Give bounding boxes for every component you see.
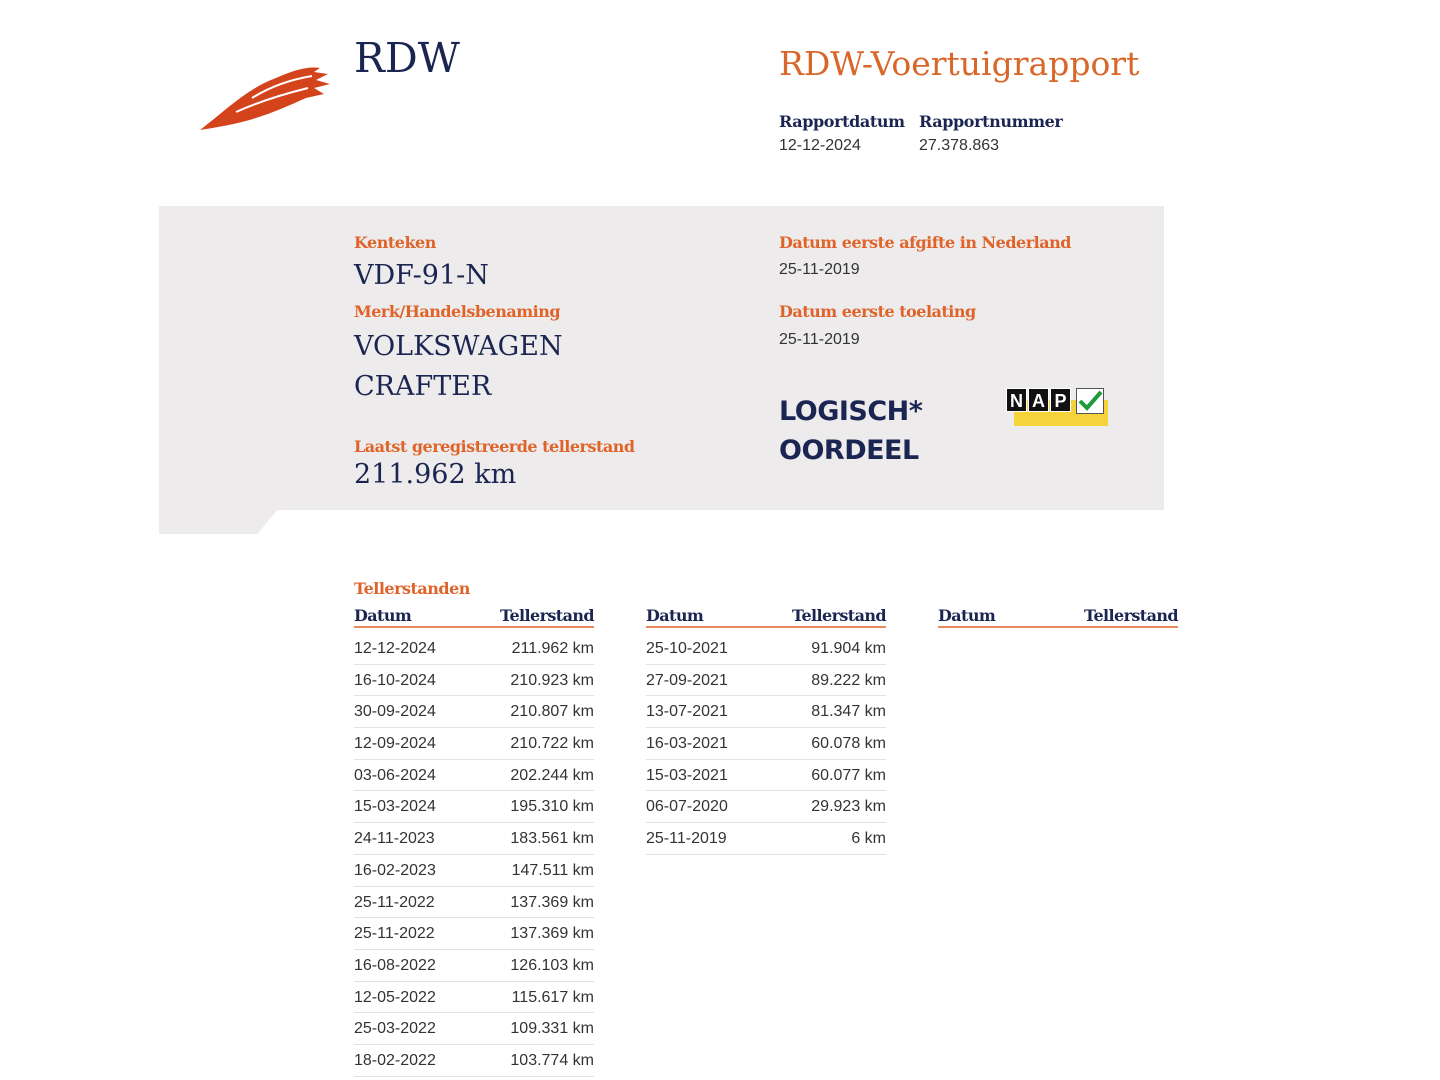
nap-logo bbox=[1004, 386, 1108, 426]
col-date-header: Datum bbox=[938, 606, 996, 625]
verdict-line-1: LOGISCH* bbox=[779, 396, 923, 427]
reading-km: 211.962 km bbox=[511, 640, 594, 657]
reading-km: 202.244 km bbox=[510, 766, 594, 784]
table-row bbox=[354, 666, 594, 697]
reading-km: 137.369 km bbox=[510, 925, 594, 943]
table-row bbox=[646, 761, 886, 792]
table-row bbox=[354, 792, 594, 823]
col-date-header: Datum bbox=[646, 606, 704, 625]
report-number-block bbox=[919, 112, 1062, 155]
table-row bbox=[354, 697, 594, 728]
report-date-block bbox=[779, 112, 905, 155]
reading-km: 210.923 km bbox=[510, 671, 594, 689]
reading-date: 25-10-2021 bbox=[646, 640, 728, 657]
reading-km: 210.807 km bbox=[510, 703, 594, 721]
report-number-value: 27.378.863 bbox=[919, 137, 1000, 154]
table-row bbox=[646, 666, 886, 697]
rdw-wing-logo bbox=[196, 58, 336, 134]
readings-table-3 bbox=[938, 606, 1178, 628]
table-row bbox=[354, 1046, 594, 1077]
reading-date: 25-03-2022 bbox=[354, 1020, 436, 1038]
report-date-value: 12-12-2024 bbox=[779, 137, 861, 154]
readings-table-2 bbox=[646, 606, 886, 855]
reading-km: 183.561 km bbox=[510, 830, 594, 848]
reading-date: 25-11-2022 bbox=[354, 893, 435, 911]
col-value-header: Tellerstand bbox=[499, 606, 594, 625]
reading-date: 25-11-2019 bbox=[646, 830, 727, 848]
plate-label: Kenteken bbox=[354, 233, 436, 252]
report-date-label: Rapportdatum bbox=[779, 112, 905, 131]
nap-letter-n: N bbox=[1006, 388, 1027, 412]
report-number-label: Rapportnummer bbox=[919, 112, 1063, 131]
readings-table-1 bbox=[354, 606, 594, 1077]
reading-date: 16-02-2023 bbox=[354, 861, 436, 879]
reading-km: 81.347 km bbox=[811, 703, 886, 721]
summary-panel-tab bbox=[159, 508, 279, 534]
reading-date: 03-06-2024 bbox=[354, 766, 436, 784]
table-row bbox=[354, 856, 594, 887]
reading-date: 25-11-2022 bbox=[354, 925, 435, 943]
nap-letter-p: P bbox=[1050, 388, 1071, 412]
readings-table-header bbox=[938, 606, 1178, 628]
readings-table-header bbox=[354, 606, 594, 628]
table-row bbox=[354, 1014, 594, 1045]
reading-km: 103.774 km bbox=[510, 1051, 594, 1069]
report-title: RDW-Voertuigrapport bbox=[779, 44, 1140, 83]
plate-value: VDF-91-N bbox=[354, 260, 489, 291]
reading-km: 210.722 km bbox=[510, 735, 594, 753]
make-label: Merk/Handelsbenaming bbox=[354, 302, 561, 321]
nap-verdict bbox=[779, 392, 922, 470]
reading-km: 115.617 km bbox=[511, 988, 594, 1006]
odometer-label: Laatst geregistreerde tellerstand bbox=[354, 437, 635, 456]
table-row bbox=[354, 634, 594, 665]
reading-date: 16-08-2022 bbox=[354, 956, 436, 974]
table-row bbox=[646, 824, 886, 855]
table-row bbox=[646, 729, 886, 760]
reading-date: 15-03-2021 bbox=[646, 766, 728, 784]
table-row bbox=[354, 761, 594, 792]
col-value-header: Tellerstand bbox=[1083, 606, 1178, 625]
reading-date: 12-09-2024 bbox=[354, 735, 436, 753]
reading-km: 60.077 km bbox=[811, 766, 886, 784]
reading-km: 91.904 km bbox=[811, 640, 886, 657]
reading-date: 27-09-2021 bbox=[646, 671, 728, 689]
reading-km: 126.103 km bbox=[510, 956, 594, 974]
reading-date: 24-11-2023 bbox=[354, 830, 435, 848]
table-row bbox=[354, 729, 594, 760]
reading-date: 18-02-2022 bbox=[354, 1051, 436, 1069]
model-value: CRAFTER bbox=[354, 371, 492, 402]
make-value: VOLKSWAGEN bbox=[354, 331, 563, 362]
nap-check-icon bbox=[1076, 388, 1104, 414]
table-row bbox=[646, 792, 886, 823]
reading-date: 13-07-2021 bbox=[646, 703, 728, 721]
col-date-header: Datum bbox=[354, 606, 412, 625]
reading-km: 137.369 km bbox=[510, 893, 594, 911]
first-issue-nl-value: 25-11-2019 bbox=[779, 261, 860, 278]
table-row bbox=[646, 697, 886, 728]
odometer-value: 211.962 km bbox=[354, 459, 517, 490]
verdict-line-2: OORDEEL bbox=[779, 435, 919, 466]
col-value-header: Tellerstand bbox=[791, 606, 886, 625]
reading-km: 195.310 km bbox=[510, 798, 594, 816]
first-admission-label: Datum eerste toelating bbox=[779, 302, 976, 321]
table-row bbox=[354, 919, 594, 950]
reading-date: 16-03-2021 bbox=[646, 735, 728, 753]
reading-km: 89.222 km bbox=[811, 671, 886, 689]
first-admission-value: 25-11-2019 bbox=[779, 331, 860, 348]
reading-km: 29.923 km bbox=[811, 798, 886, 816]
reading-date: 06-07-2020 bbox=[646, 798, 728, 816]
reading-date: 12-12-2024 bbox=[354, 640, 436, 657]
readings-title: Tellerstanden bbox=[354, 579, 470, 598]
reading-km: 6 km bbox=[851, 830, 886, 848]
reading-date: 12-05-2022 bbox=[354, 988, 436, 1006]
nap-letter-a: A bbox=[1028, 388, 1049, 412]
reading-km: 109.331 km bbox=[510, 1020, 594, 1038]
readings-table-header bbox=[646, 606, 886, 628]
reading-date: 16-10-2024 bbox=[354, 671, 436, 689]
reading-km: 147.511 km bbox=[511, 861, 594, 879]
table-row bbox=[354, 983, 594, 1014]
reading-date: 15-03-2024 bbox=[354, 798, 436, 816]
table-row bbox=[354, 888, 594, 919]
table-row bbox=[646, 634, 886, 665]
brand-name: RDW bbox=[354, 34, 460, 82]
table-row bbox=[354, 951, 594, 982]
first-issue-nl-label: Datum eerste afgifte in Nederland bbox=[779, 233, 1071, 252]
table-row bbox=[354, 824, 594, 855]
reading-km: 60.078 km bbox=[811, 735, 886, 753]
reading-date: 30-09-2024 bbox=[354, 703, 436, 721]
